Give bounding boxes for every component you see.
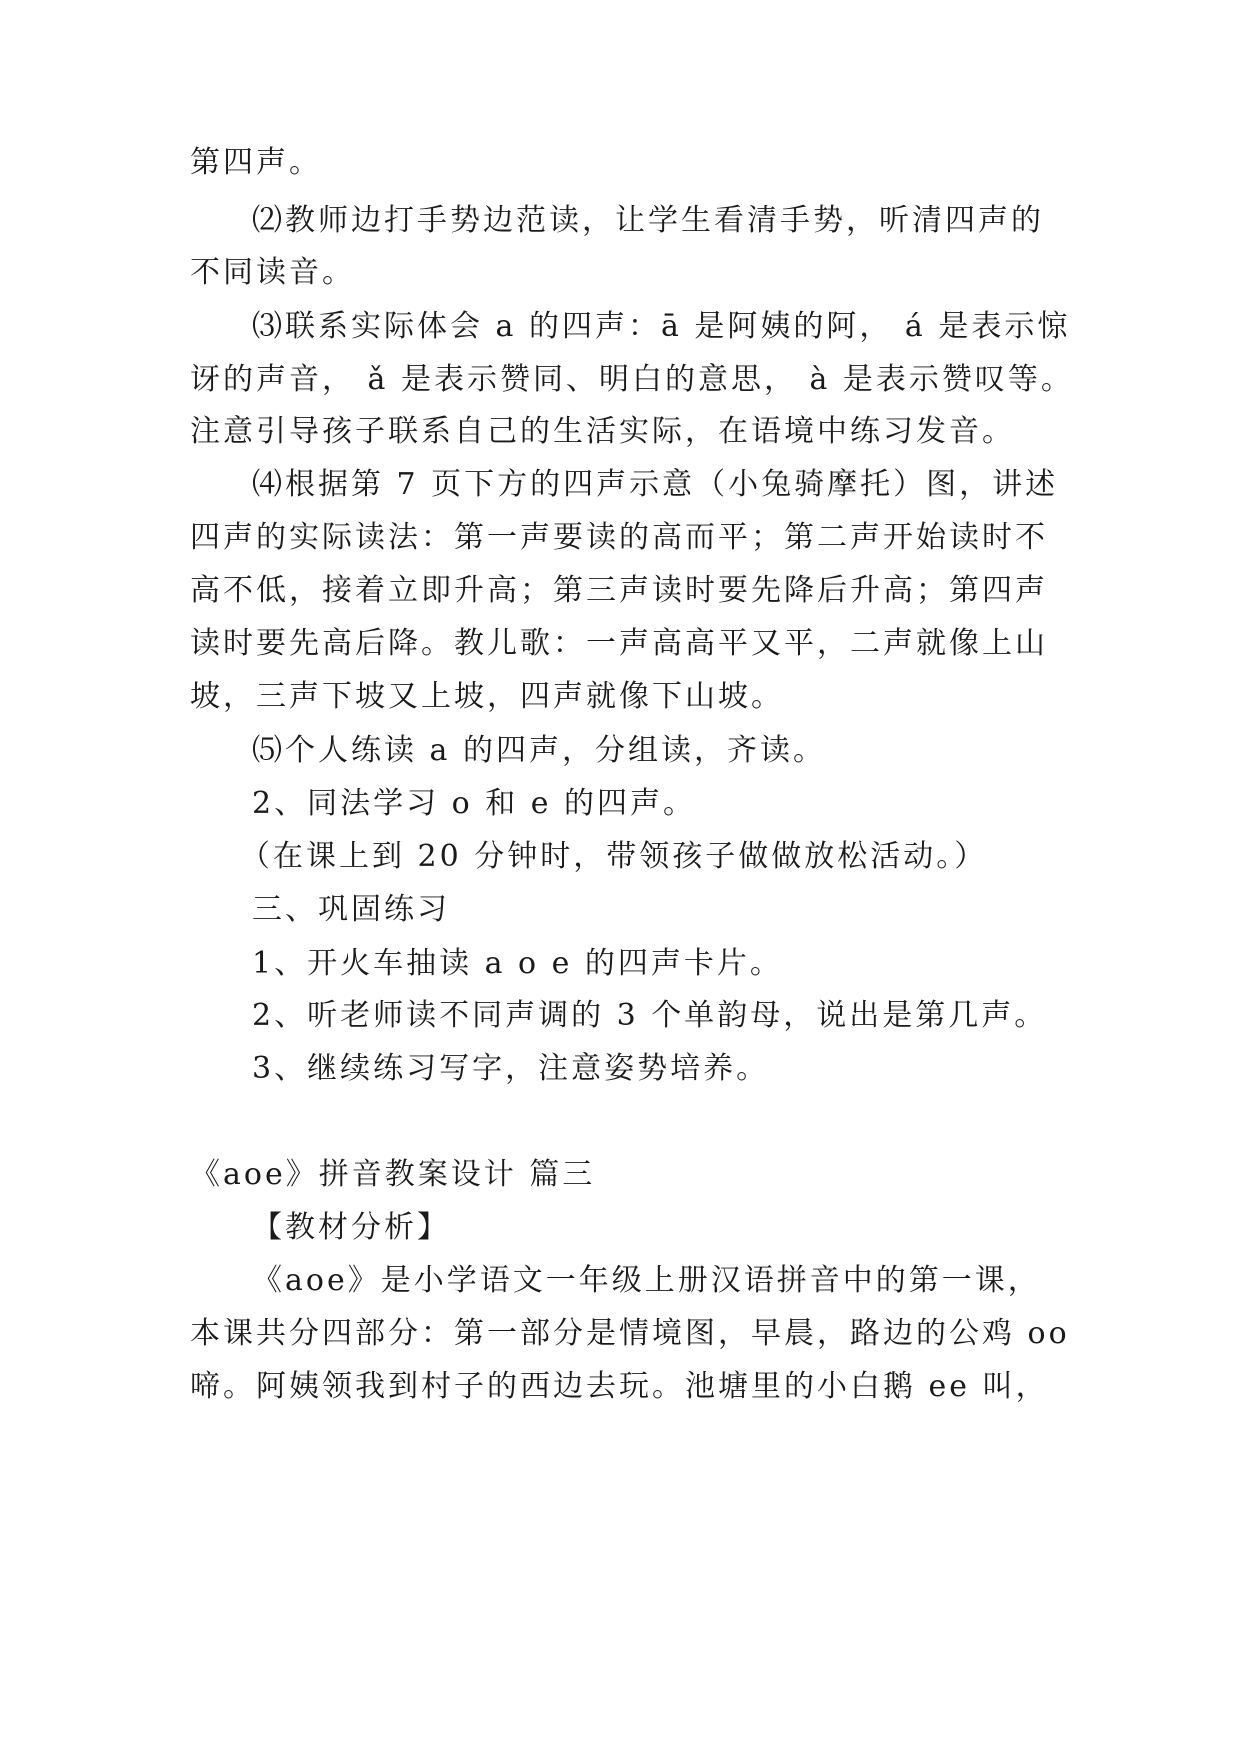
text-line-18: 3、继续练习写字，注意姿势培养。 [252,1051,770,1086]
text-line-6: 注意引导孩子联系自己的生活实际，在语境中练习发音。 [190,414,1015,449]
subsection-heading-analysis: 【教材分析】 [252,1210,450,1245]
text-line-11: 坡，三声下坡又上坡，四声就像下山坡。 [190,679,784,714]
section-title: 《aoe》拼音教案设计 篇三 [190,1157,596,1192]
text-line-17: 2、听老师读不同声调的 3 个单韵母，说出是第几声。 [252,998,1048,1033]
text-line-14: （在课上到 20 分钟时，带领孩子做做放松活动。） [240,839,988,874]
text-line-2: ⑵教师边打手势边范读，让学生看清手势，听清四声的 [252,203,1044,238]
text-line-9: 高不低，接着立即升高；第三声读时要先降后升高；第四声 [190,573,1048,608]
text-line-16: 1、开火车抽读 a o e 的四声卡片。 [252,946,783,981]
text-line-5: 讶的声音， ǎ 是表示赞同、明白的意思， à 是表示赞叹等。 [190,362,1074,397]
text-line-7: ⑷根据第 7 页下方的四声示意（小兔骑摩托）图，讲述 [252,467,1059,502]
text-line-1: 第四声。 [190,145,322,180]
text-line-10: 读时要先高后降。教儿歌：一声高高平又平，二声就像上山 [190,626,1048,661]
text-line-13: 2、同法学习 o 和 e 的四声。 [252,786,697,821]
text-line-23: 啼。阿姨领我到村子的西边去玩。池塘里的小白鹅 ee 叫， [190,1369,1049,1404]
text-line-3: 不同读音。 [190,255,355,290]
text-line-8: 四声的实际读法：第一声要读的高而平；第二声开始读时不 [190,520,1048,555]
text-line-22: 本课共分四部分：第一部分是情境图，早晨，路边的公鸡 oo [190,1316,1070,1351]
text-line-12: ⑸个人练读 a 的四声，分组读，齐读。 [252,733,826,768]
text-line-21: 《aoe》是小学语文一年级上册汉语拼音中的第一课， [252,1263,1041,1298]
text-line-4: ⑶联系实际体会 a 的四声：ā 是阿姨的阿， á 是表示惊 [252,309,1071,344]
section-heading-consolidate: 三、巩固练习 [252,892,450,927]
